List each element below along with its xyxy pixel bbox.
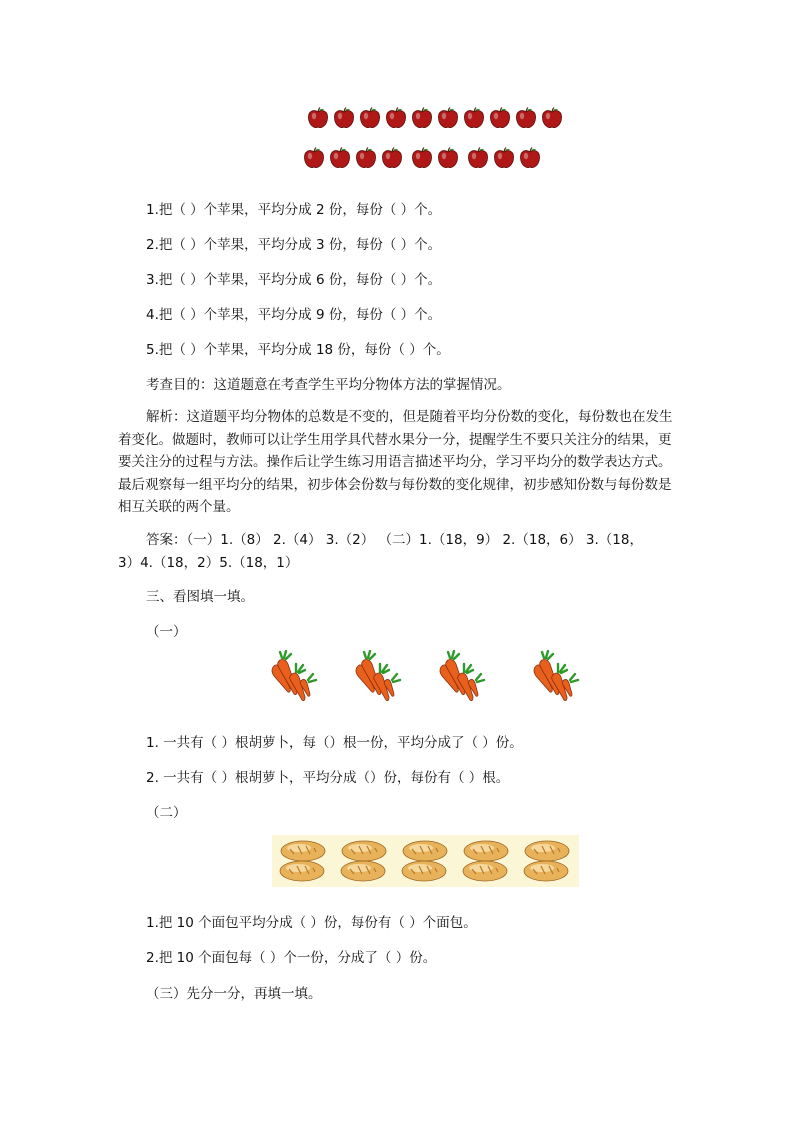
- part1-label: （一）: [146, 624, 187, 640]
- bread-icon: [394, 835, 455, 887]
- section-three-heading: 三、看图填一填。: [146, 589, 254, 605]
- apple-icon: [380, 146, 404, 170]
- carrot-icon: [528, 650, 582, 704]
- part2-label: （二）: [146, 805, 187, 821]
- bread-icon: [333, 835, 394, 887]
- carrot-icon: [434, 650, 488, 704]
- apple-icon: [410, 146, 434, 170]
- apple-icon: [436, 146, 460, 170]
- carrot-icon: [266, 650, 320, 704]
- apple-icon: [328, 146, 352, 170]
- apple-question-5: 5.把（ ）个苹果，平均分成 18 份，每份（ ）个。: [146, 342, 450, 358]
- apple-icon: [462, 106, 486, 130]
- answer-line-1: 答案：（一）1.（8） 2.（4） 3.（2） （二）1.（18，9） 2.（18，6） 3.（18，: [146, 532, 643, 548]
- apple-row-1: [306, 106, 566, 130]
- carrot-question-2: 2. 一共有（ ）根胡萝卜，平均分成（）份，每份有（ ）根。: [146, 770, 510, 786]
- apple-icon: [518, 146, 542, 170]
- apple-icon: [492, 146, 516, 170]
- apple-icon: [488, 106, 512, 130]
- carrot-icon: [350, 650, 404, 704]
- apple-icon: [514, 106, 538, 130]
- apple-question-1: 1.把（ ）个苹果，平均分成 2 份，每份（ ）个。: [146, 202, 442, 218]
- apple-icon: [540, 106, 564, 130]
- apple-icon: [436, 106, 460, 130]
- apple-icon: [410, 106, 434, 130]
- bread-icon: [516, 835, 577, 887]
- apple-icon: [466, 146, 490, 170]
- apple-question-3: 3.把（ ）个苹果，平均分成 6 份，每份（ ）个。: [146, 272, 442, 288]
- bread-icon: [272, 835, 333, 887]
- purpose-text: 考查目的：这道题意在考查学生平均分物体方法的掌握情况。: [146, 377, 511, 393]
- bread-question-2: 2.把 10 个面包每（ ）个一份，分成了（ ）份。: [146, 950, 437, 966]
- part3-label: （三）先分一分，再填一填。: [146, 986, 322, 1002]
- carrot-question-1: 1. 一共有（ ）根胡萝卜，每（）根一份，平均分成了（ ）份。: [146, 735, 523, 751]
- apple-icon: [354, 146, 378, 170]
- answer-line-2: 3）4.（18，2）5.（18，1）: [118, 555, 299, 571]
- analysis-text: 解析：这道题平均分物体的总数是不变的，但是随着平均分份数的变化，每份数也在发生着变化。做题时，教师可以让学生用学具代替水果分一分，提醒学生不要只关注分的结果，更要关注分的过程与方法。操作后让学生练习用语言描述平均分，学习平均分的数学表达方式。最后观察每一组平均分的结果，初步体会份数与每份数的变化规律，初步感知份数与每份数是相互关联的两个量。: [118, 409, 673, 515]
- bread-picture: [272, 835, 579, 887]
- apple-icon: [358, 106, 382, 130]
- apple-icon: [332, 106, 356, 130]
- apple-question-4: 4.把（ ）个苹果，平均分成 9 份，每份（ ）个。: [146, 307, 442, 323]
- bread-question-1: 1.把 10 个面包平均分成（ ）份，每份有（ ）个面包。: [146, 915, 477, 931]
- apple-icon: [306, 106, 330, 130]
- apple-question-2: 2.把（ ）个苹果，平均分成 3 份，每份（ ）个。: [146, 237, 442, 253]
- apple-icon: [302, 146, 326, 170]
- bread-icon: [455, 835, 516, 887]
- apple-row-2: [302, 146, 544, 170]
- apple-icon: [384, 106, 408, 130]
